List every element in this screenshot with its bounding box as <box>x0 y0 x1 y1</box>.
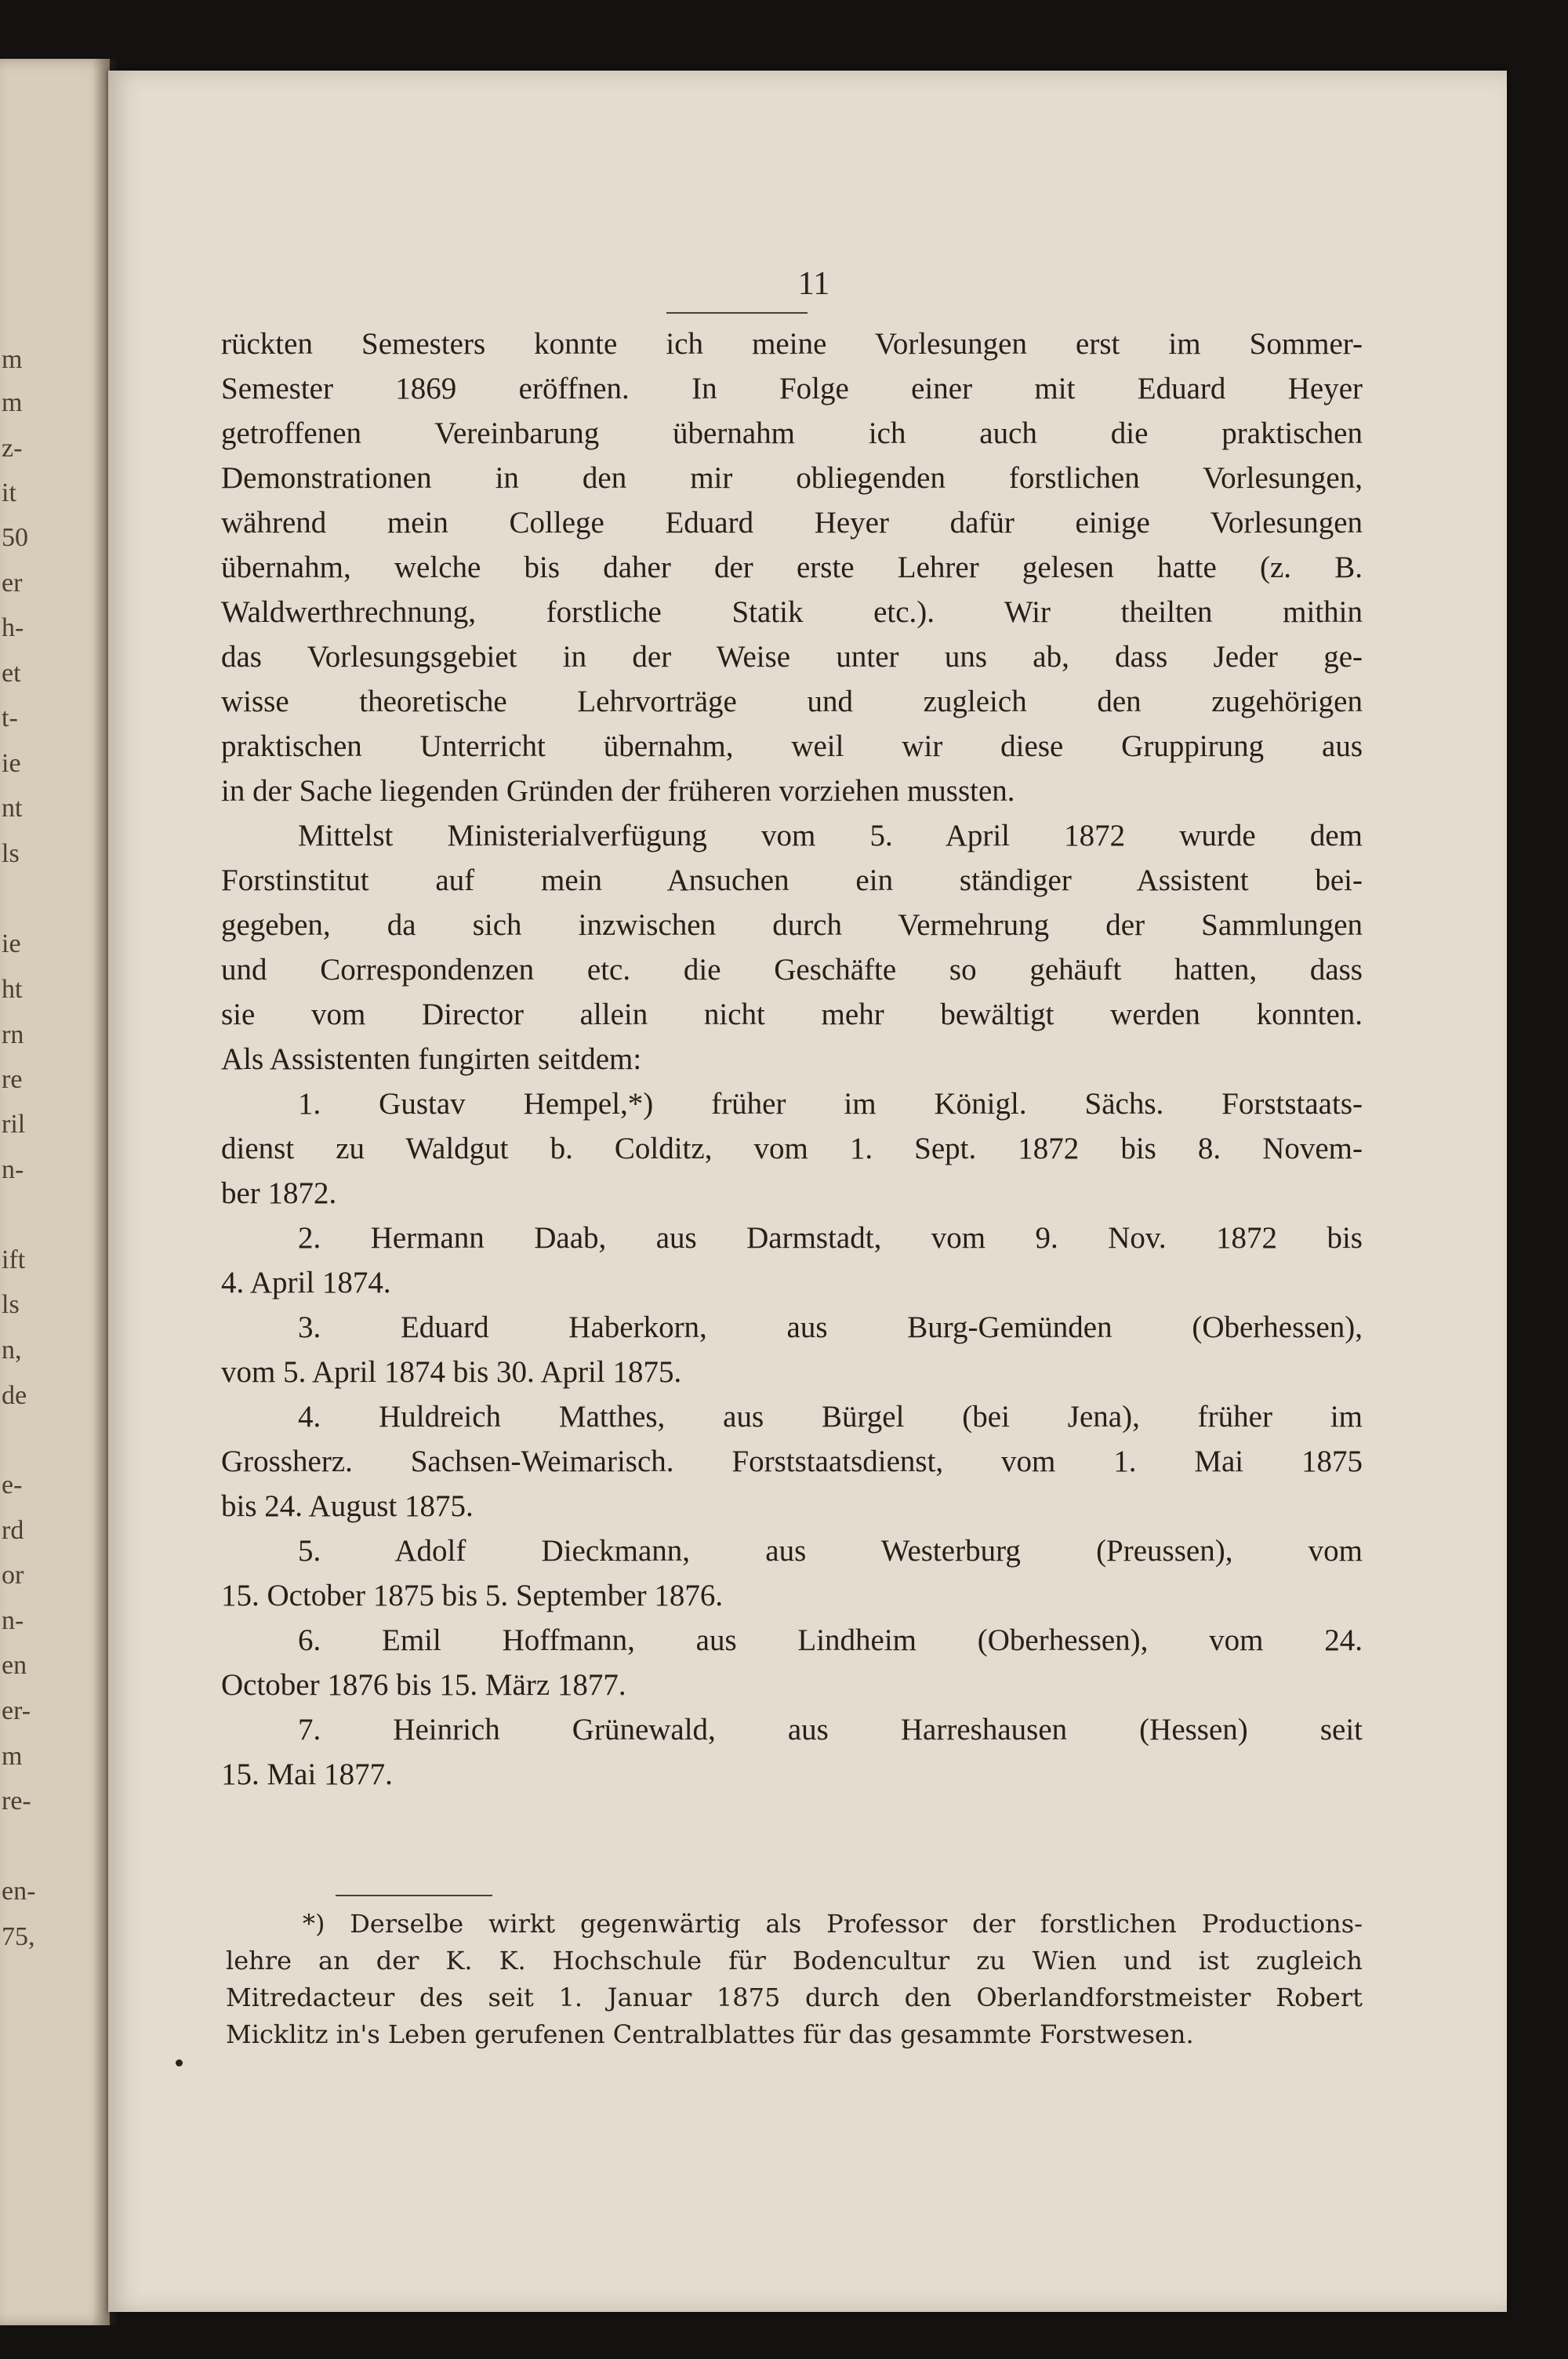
left-fragment: rn <box>2 1020 24 1049</box>
left-fragment: et <box>2 659 21 688</box>
paragraph-2 <box>221 813 1363 1081</box>
footnote-line: *) Derselbe wirkt gegenwärtig als Professor der forstlichen Productions- <box>303 1909 1363 1939</box>
assistant-entry-5 <box>221 1528 1363 1618</box>
text-line: 6. Emil Hoffmann, aus Lindheim (Oberhessen), vom 24. <box>298 1623 1363 1657</box>
text-line: das Vorlesungsgebiet in der Weise unter uns ab, dass Jeder ge- <box>221 640 1363 674</box>
assistant-entry-7 <box>221 1707 1363 1797</box>
footnote-line: lehre an der K. K. Hochschule für Bodencultur zu Wien und ist zugleich <box>226 1946 1363 1976</box>
text-line: 15. Mai 1877. <box>221 1757 393 1791</box>
text-line: während mein College Eduard Heyer dafür einige Vorlesungen <box>221 506 1363 540</box>
left-fragment: 75, <box>2 1922 35 1951</box>
left-fragment: it <box>2 478 16 507</box>
paper-speck <box>176 2059 183 2066</box>
left-fragment: z- <box>2 434 23 463</box>
text-line: 2. Hermann Daab, aus Darmstadt, vom 9. Nov. 1872 bis <box>298 1221 1363 1255</box>
page-number-rule <box>666 312 808 314</box>
text-line: dienst zu Waldgut b. Colditz, vom 1. Sept. 1872 bis 8. Novem- <box>221 1132 1363 1165</box>
text-line: 1. Gustav Hempel,*) früher im Königl. Sächs. Forststaats- <box>298 1087 1363 1121</box>
paragraph-1 <box>221 322 1363 813</box>
left-fragment: rd <box>2 1516 24 1545</box>
text-line: wisse theoretische Lehrvorträge und zugleich den zugehörigen <box>221 685 1363 718</box>
left-fragment: en- <box>2 1877 36 1906</box>
assistant-entry-4 <box>221 1394 1363 1528</box>
text-line: getroffenen Vereinbarung übernahm ich auch die praktischen <box>221 416 1363 450</box>
left-fragment: nt <box>2 794 23 823</box>
left-fragment: 50 <box>2 523 28 552</box>
text-line: vom 5. April 1874 bis 30. April 1875. <box>221 1355 682 1389</box>
text-line: rückten Semesters konnte ich meine Vorlesungen erst im Sommer- <box>221 327 1363 361</box>
text-line: October 1876 bis 15. März 1877. <box>221 1668 626 1702</box>
assistant-entry-3 <box>221 1305 1363 1394</box>
footnote-rule <box>336 1895 492 1896</box>
text-line: und Correspondenzen etc. die Geschäfte so gehäuft hatten, dass <box>221 953 1363 987</box>
left-fragment: t- <box>2 703 18 732</box>
left-fragment: m <box>2 345 23 374</box>
text-line: bis 24. August 1875. <box>221 1489 474 1523</box>
left-fragment: ie <box>2 929 21 958</box>
left-fragment: ht <box>2 975 23 1004</box>
left-fragment: er- <box>2 1696 31 1725</box>
assistant-entry-1 <box>221 1081 1363 1216</box>
left-fragment: ril <box>2 1110 26 1139</box>
page-number: 11 <box>797 266 830 302</box>
left-fragment: re- <box>2 1787 31 1816</box>
text-line: praktischen Unterricht übernahm, weil wir diese Gruppirung aus <box>221 729 1363 763</box>
text-line: ber 1872. <box>221 1176 337 1210</box>
text-line: Demonstrationen in den mir obliegenden forstlichen Vorlesungen, <box>221 461 1363 495</box>
left-fragment: e- <box>2 1470 23 1499</box>
assistant-entry-2 <box>221 1216 1363 1305</box>
text-line: 15. October 1875 bis 5. September 1876. <box>221 1579 724 1612</box>
assistant-list <box>221 1081 1363 1797</box>
text-line: Waldwerthrechnung, forstliche Statik etc.). Wir theilten mithin <box>221 595 1363 629</box>
footnote-line: Micklitz in's Leben gerufenen Centralblattes für das gesammte Forstwesen. <box>226 2019 1194 2049</box>
text-line: 3. Eduard Haberkorn, aus Burg-Gemünden (Oberhessen), <box>298 1310 1363 1344</box>
left-fragment: de <box>2 1381 27 1410</box>
text-line: in der Sache liegenden Gründen der früheren vorziehen mussten. <box>221 774 1015 808</box>
left-fragment: en <box>2 1651 27 1680</box>
text-line: Forstinstitut auf mein Ansuchen ein ständiger Assistent bei- <box>221 863 1363 897</box>
right-page <box>108 71 1507 2312</box>
left-fragment: re <box>2 1065 23 1094</box>
text-line: Als Assistenten fungirten seitdem: <box>221 1042 642 1076</box>
footnote <box>226 1906 1363 2053</box>
text-line: übernahm, welche bis daher der erste Lehrer gelesen hatte (z. B. <box>221 551 1363 584</box>
assistant-entry-6 <box>221 1618 1363 1707</box>
left-fragment: ls <box>2 1290 20 1319</box>
text-line: Mittelst Ministerialverfügung vom 5. April 1872 wurde dem <box>298 819 1363 852</box>
left-fragment: n- <box>2 1606 24 1635</box>
main-text <box>221 322 1363 1797</box>
left-fragment: ie <box>2 749 21 778</box>
left-fragment: h- <box>2 613 24 642</box>
left-fragment: er <box>2 569 23 598</box>
left-fragment: m <box>2 1742 23 1771</box>
left-fragment: or <box>2 1561 24 1590</box>
text-line: 4. April 1874. <box>221 1266 391 1299</box>
text-line: 5. Adolf Dieckmann, aus Westerburg (Preussen), vom <box>298 1534 1363 1568</box>
text-line: Semester 1869 eröffnen. In Folge einer mit Eduard Heyer <box>221 372 1363 405</box>
text-line: Grossherz. Sachsen-Weimarisch. Forststaatsdienst, vom 1. Mai 1875 <box>221 1445 1363 1478</box>
left-fragment: m <box>2 388 23 417</box>
footnote-line: Mitredacteur des seit 1. Januar 1875 durch den Oberlandforstmeister Robert <box>226 1983 1363 2012</box>
left-fragment: n, <box>2 1336 22 1365</box>
text-line: gegeben, da sich inzwischen durch Vermehrung der Sammlungen <box>221 908 1363 942</box>
left-fragment: ls <box>2 839 20 868</box>
left-fragment: ift <box>2 1245 26 1274</box>
text-line: 7. Heinrich Grünewald, aus Harreshausen (Hessen) seit <box>298 1713 1363 1747</box>
left-fragment: n- <box>2 1155 24 1184</box>
text-line: 4. Huldreich Matthes, aus Bürgel (bei Jena), früher im <box>298 1400 1363 1434</box>
text-line: sie vom Director allein nicht mehr bewältigt werden konnten. <box>221 998 1363 1031</box>
